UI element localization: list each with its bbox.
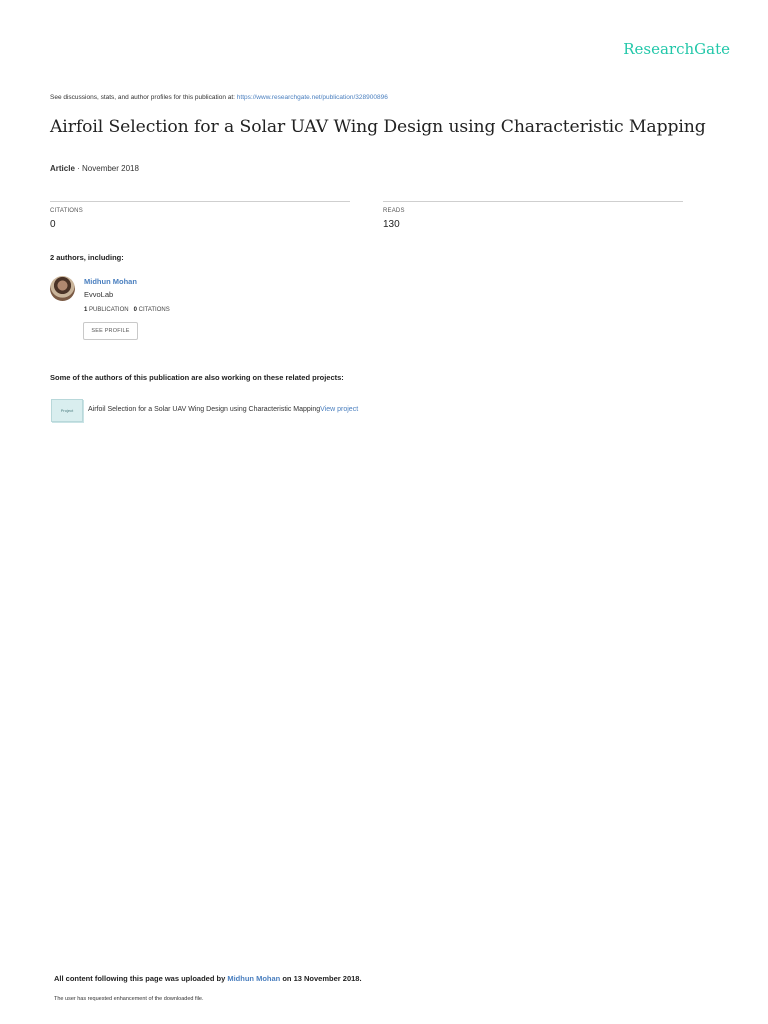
upload-notice-prefix: All content following this page was uploaded by — [54, 974, 228, 983]
reads-divider — [383, 201, 683, 202]
reads-label: READS — [383, 208, 405, 214]
publication-url-link[interactable]: https://www.researchgate.net/publication/328900896 — [236, 94, 388, 101]
author-name-link[interactable]: Midhun Mohan — [84, 277, 137, 286]
view-project-link[interactable]: View project — [320, 406, 359, 413]
author-stats — [84, 307, 170, 313]
author-avatar[interactable] — [50, 276, 75, 301]
discussion-line — [50, 94, 388, 101]
publication-title: Airfoil Selection for a Solar UAV Wing Design using Characteristic Mapping — [50, 117, 706, 137]
related-projects-heading: Some of the authors of this publication are also working on these related projects: — [50, 373, 344, 382]
author-publications-label: PUBLICATION — [89, 307, 129, 313]
citations-value: 0 — [50, 219, 56, 230]
authors-heading: 2 authors, including: — [50, 253, 124, 262]
meta-separator: · — [74, 164, 83, 173]
publication-date: November 2018 — [82, 164, 139, 173]
upload-notice — [54, 974, 362, 983]
uploader-link[interactable]: Midhun Mohan — [227, 974, 281, 983]
project-title: Airfoil Selection for a Solar UAV Wing Design using Characteristic Mapping — [88, 406, 321, 413]
author-institution: EvvoLab — [84, 290, 114, 299]
author-citations-label: CITATIONS — [138, 307, 170, 313]
related-project-item — [88, 406, 358, 413]
enhancement-notice: The user has requested enhancement of the downloaded file. — [54, 996, 204, 1002]
discussion-text: See discussions, stats, and author profiles for this publication at: — [50, 94, 237, 101]
reads-value: 130 — [383, 219, 400, 230]
author-publications-count: 1 — [84, 307, 88, 313]
citations-divider — [50, 201, 350, 202]
see-profile-button[interactable]: SEE PROFILE — [83, 322, 138, 340]
citations-label: CITATIONS — [50, 208, 83, 214]
project-icon[interactable]: Project — [51, 399, 83, 422]
publication-type: Article — [50, 164, 75, 173]
publication-meta — [50, 164, 139, 173]
author-citations-count: 0 — [133, 307, 137, 313]
researchgate-logo[interactable]: ResearchGate — [623, 40, 730, 58]
upload-notice-suffix: on 13 November 2018. — [280, 974, 362, 983]
